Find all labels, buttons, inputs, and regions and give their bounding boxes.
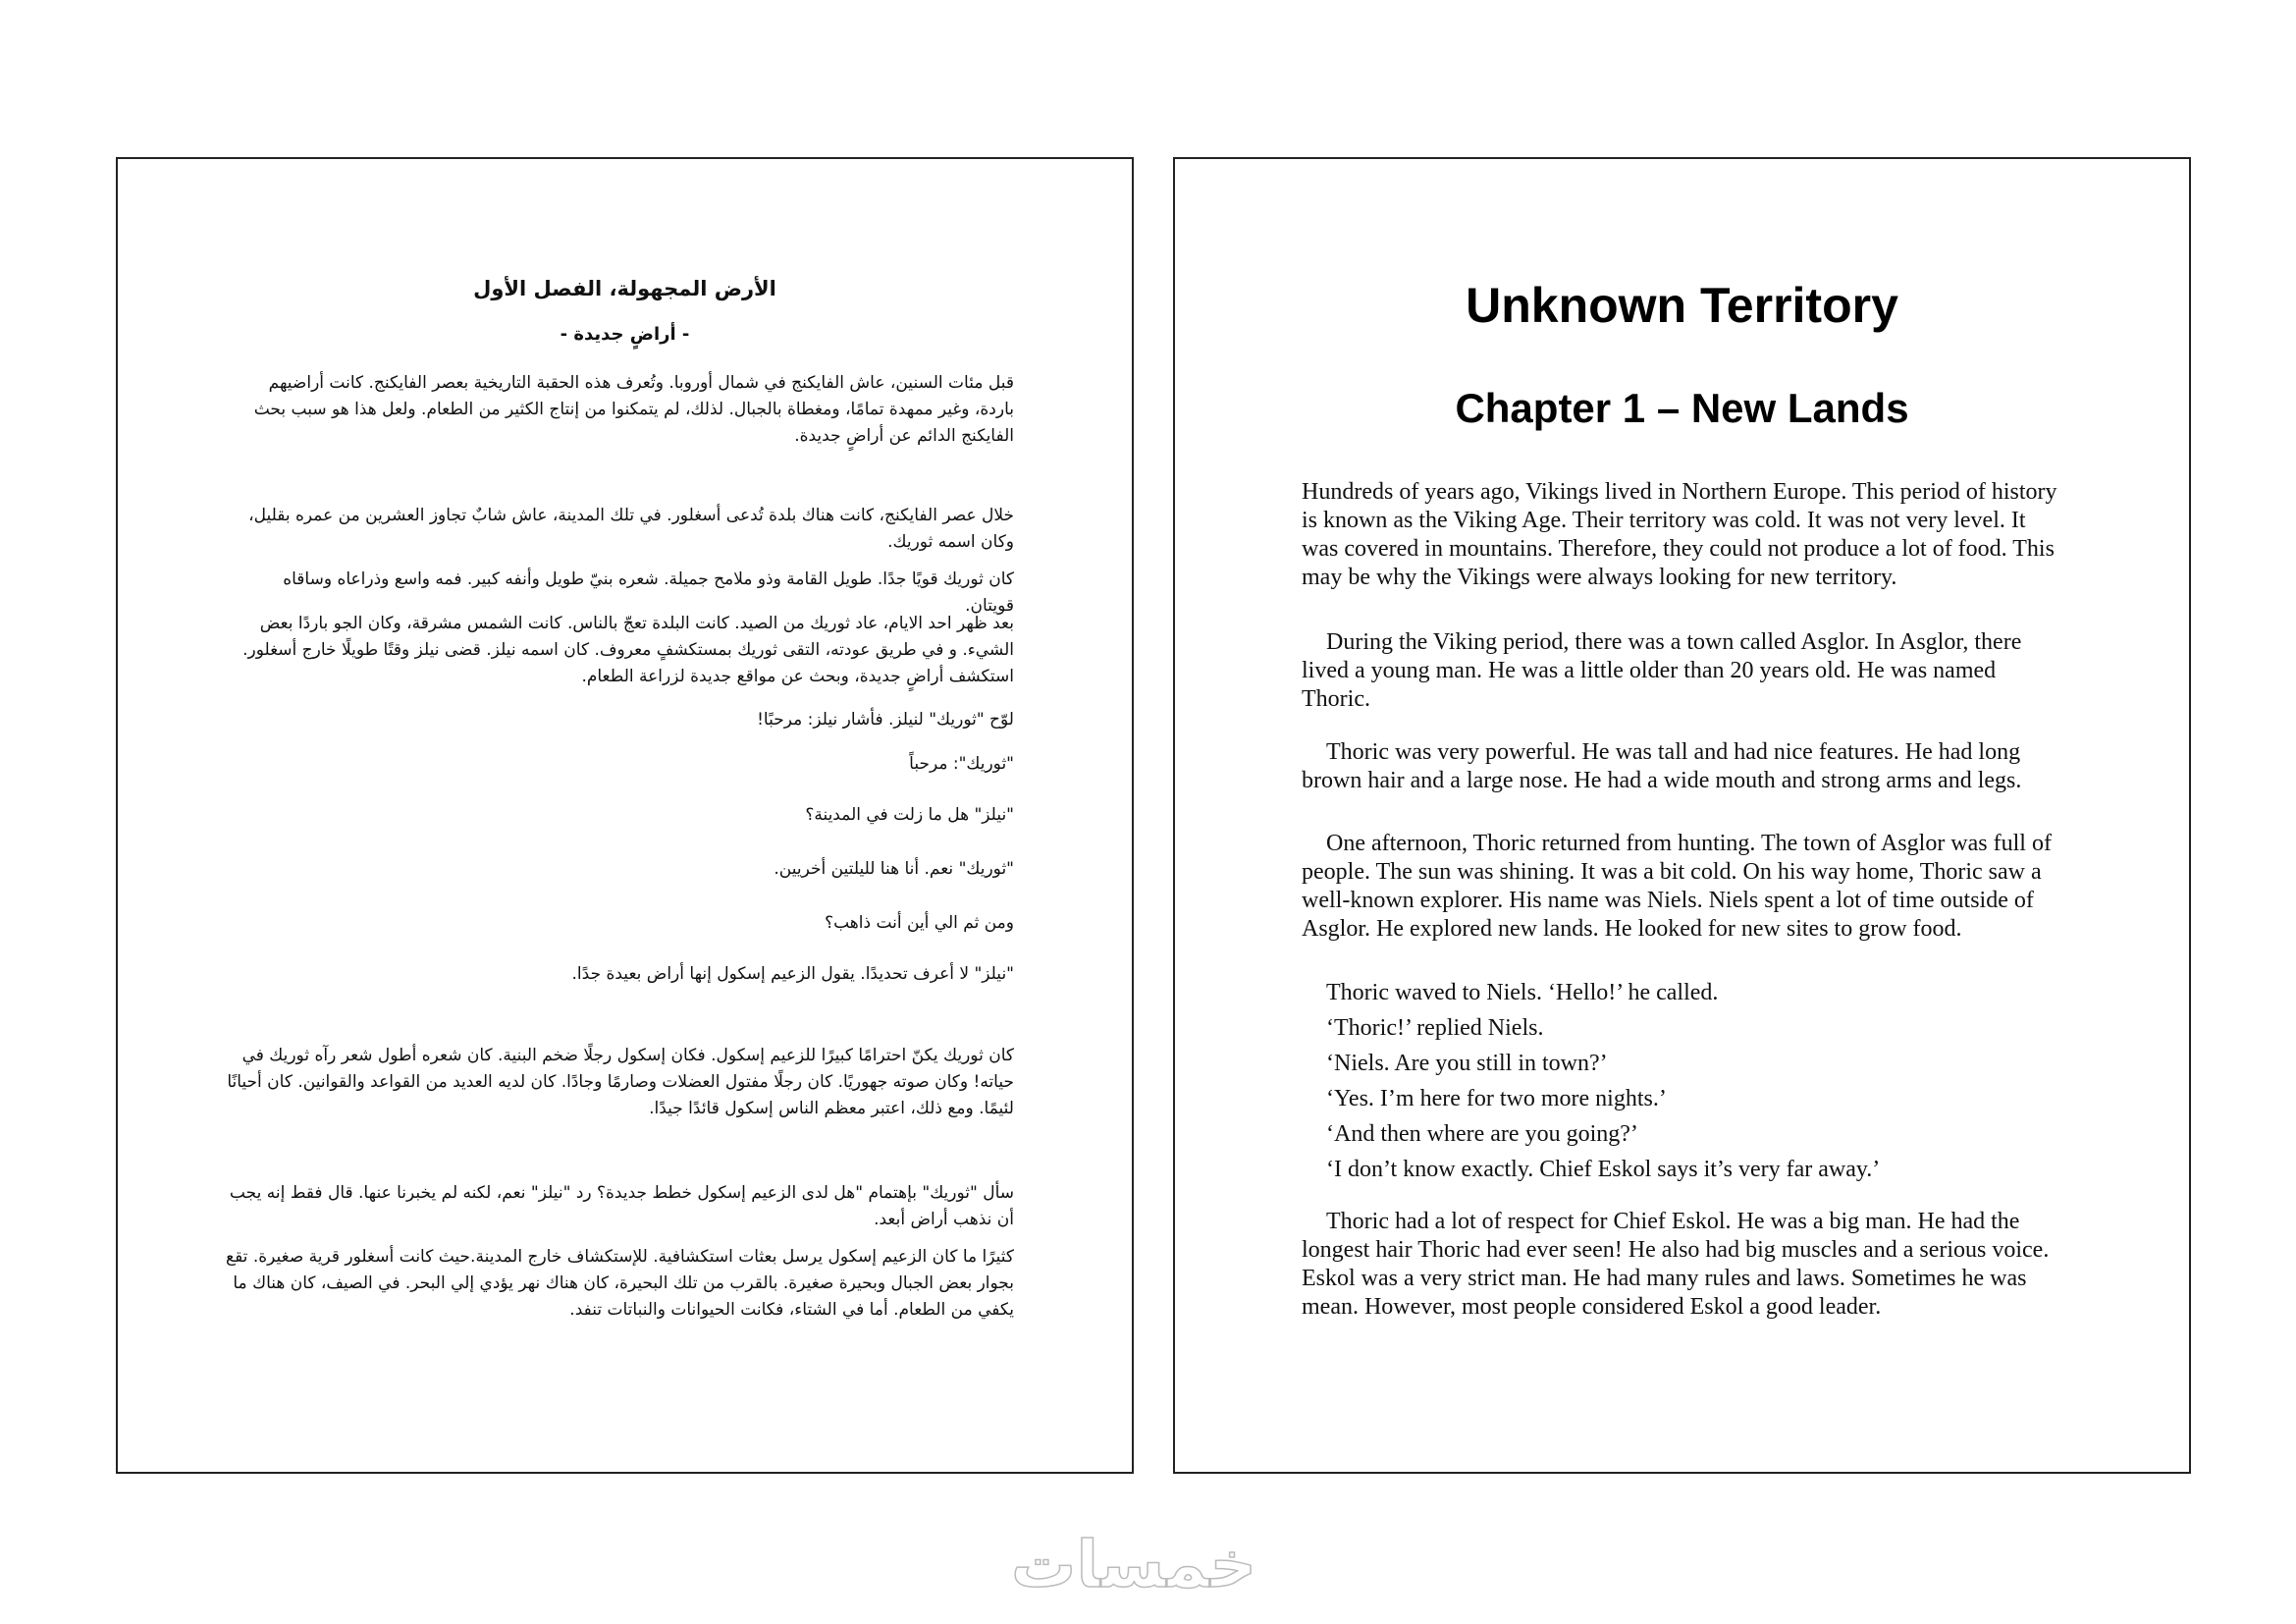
english-paragraph: ‘Niels. Are you still in town?’ (1326, 1051, 1608, 1076)
english-paragraph: During the Viking period, there was a town called Asglor. In Asglor, there lived a young man. He was a little older than 20 years old. He was named Thoric. (1302, 629, 2022, 712)
arabic-paragraph: خلال عصر الفايكنج، كانت هناك بلدة تُدعى أسغلور. في تلك المدينة، عاش شابٌ تجاوز العشرين من عمره بقليل، وكان اسمه ثوريك. (248, 506, 1014, 552)
english-page (1173, 157, 2191, 1474)
english-title: Unknown Territory (1466, 278, 1898, 333)
arabic-paragraph: "نيلز" هل ما زلت في المدينة؟ (805, 805, 1014, 825)
arabic-paragraph: كان ثوريك يكنّ احترامًا كبيرًا للزعيم إسكول. فكان إسكول رجلًا ضخم البنية. كان شعره أطول شعر رآه ثوريك في حياته! وكان صوته جهوريًا. كان رجلًا مفتول العضلات وصارمًا وجادًا. كان لديه العديد من القواعد والقوانين. كان أحيانًا لئيمًا. ومع ذلك، اعتبر معظم الناس إسكول قائدًا جيدًا. (227, 1046, 1014, 1118)
english-paragraph: Thoric waved to Niels. ‘Hello!’ he called. (1326, 980, 1719, 1005)
english-paragraph: Hundreds of years ago, Vikings lived in Northern Europe. This period of history is known as the Viking Age. Their territory was cold. It was not very level. It was covered in mountains. Therefore, they could not produce a lot of food. This may be why the Vikings were always looking for new territory. (1302, 479, 2057, 590)
english-paragraph: Thoric was very powerful. He was tall and had nice features. He had long brown hair and a large nose. He had a wide mouth and strong arms and legs. (1302, 739, 2022, 793)
arabic-paragraph: كثيرًا ما كان الزعيم إسكول يرسل بعثات استكشافية. للإستكشاف خارج المدينة.حيث كانت أسغلور قرية صغيرة. تقع بجوار بعض الجبال وبحيرة صغيرة. بالقرب من تلك البحيرة، كان هناك نهر يؤدي إلي البحر. في الصيف، كان هناك ما يكفي من الطعام. أما في الشتاء، فكانت الحيوانات والنباتات تنفد. (226, 1247, 1014, 1320)
arabic-paragraph: سأل "ثوريك" بإهتمام "هل لدى الزعيم إسكول خطط جديدة؟ رد "نيلز" نعم، لكنه لم يخبرنا عنها. قال فقط إنه يجب أن نذهب أراض أبعد. (229, 1183, 1014, 1229)
english-paragraph: ‘Thoric!’ replied Niels. (1326, 1015, 1544, 1041)
arabic-paragraph: قبل مئات السنين، عاش الفايكنج في شمال أوروبا. وتُعرف هذه الحقبة التاريخية بعصر الفايكنج. كانت أراضيهم باردة، وغير ممهدة تمامًا، ومغطاة بالجبال. لذلك، لم يتمكنوا من إنتاج الكثير من الطعام. ولعل هذا هو سبب بحث الفايكنج الدائم عن أراضٍ جديدة. (253, 373, 1014, 446)
english-paragraph: Thoric had a lot of respect for Chief Eskol. He was a big man. He had the longest hair Thoric had ever seen! He also had big muscles and a serious voice. Eskol was a very strict man. He had many rules and laws. Sometimes he was mean. However, most people considered Eskol a good leader. (1302, 1209, 2050, 1320)
english-paragraph: ‘Yes. I’m here for two more nights.’ (1326, 1086, 1667, 1111)
arabic-paragraph: "ثوريك": مرحباً (909, 754, 1014, 774)
arabic-title: الأرض المجهولة، الفصل الأول (473, 277, 776, 300)
arabic-page (116, 157, 1134, 1474)
arabic-paragraph: بعد ظهر احد الايام، عاد ثوريك من الصيد. كانت البلدة تعجّ بالناس. كانت الشمس مشرقة، وكان الجو باردًا بعض الشيء. و في طريق عودته، التقى ثوريك بمستكشفٍ معروف. كان اسمه نيلز. قضى نيلز وقتًا طويلًا خارج أسغلور. استكشف أراضٍ جديدة، وبحث عن مواقع جديدة لزراعة الطعام. (242, 614, 1014, 686)
english-paragraph: ‘I don’t know exactly. Chief Eskol says it’s very far away.’ (1326, 1157, 1881, 1182)
arabic-paragraph: كان ثوريك قويًا جدًا. طويل القامة وذو ملامح جميلة. شعره بنيّ طويل وأنفه كبير. فمه واسع وذراعاه وساقاه قويتان. (283, 569, 1014, 616)
watermark-logo: خمسات (1011, 1527, 1257, 1602)
arabic-paragraph: "نيلز" لا أعرف تحديدًا. يقول الزعيم إسكول إنها أراض بعيدة جدًا. (571, 964, 1014, 984)
arabic-paragraph: لوّح "ثوريك" لنيلز. فأشار نيلز: مرحبًا! (757, 710, 1014, 730)
arabic-subtitle: - أراضٍ جديدة - (560, 324, 690, 345)
arabic-paragraph: "ثوريك" نعم. أنا هنا لليلتين أخريين. (774, 859, 1014, 879)
english-paragraph: One afternoon, Thoric returned from hunting. The town of Asglor was full of people. The sun was shining. It was a bit cold. On his way home, Thoric saw a well-known explorer. His name was Niels. Niels spent a lot of time outside of Asglor. He explored new lands. He looked for new sites to grow food. (1302, 831, 2052, 942)
english-paragraph: ‘And then where are you going?’ (1326, 1121, 1638, 1147)
arabic-paragraph: ومن ثم الي أين أنت ذاهب؟ (825, 913, 1014, 933)
english-chapter-heading: Chapter 1 – New Lands (1455, 385, 1909, 431)
